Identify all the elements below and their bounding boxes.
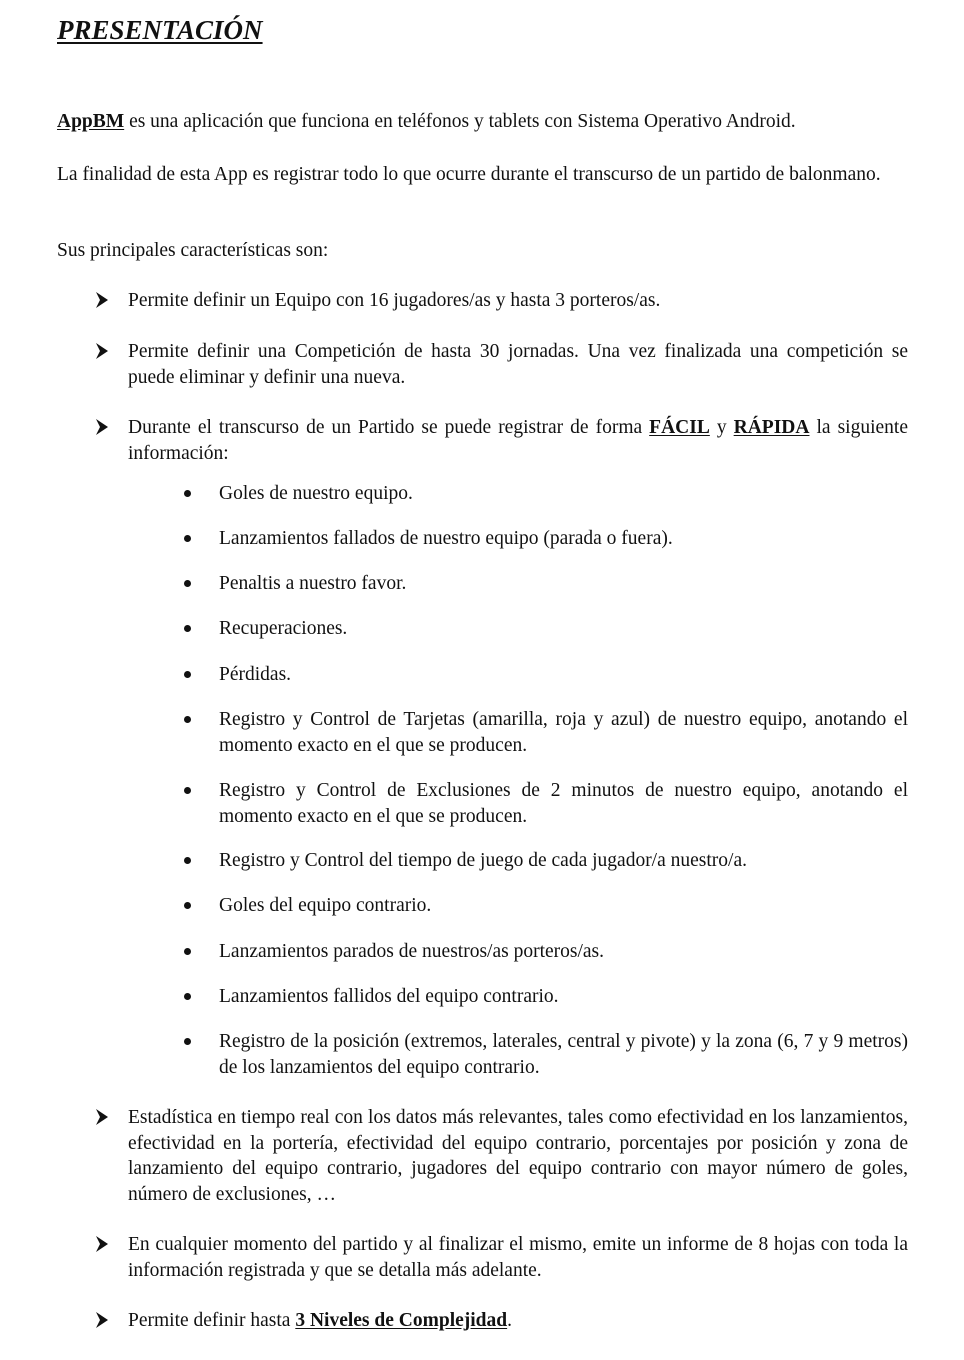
feature-text: Permite definir un Equipo con 16 jugadores/as y hasta 3 porteros/as. [128,290,661,311]
list-item-text: Recuperaciones. [219,618,348,639]
feature-text: Permite definir una Competición de hasta 30 jornadas. Una vez finalizada una competición se puede eliminar y definir una nueva. [128,341,908,388]
purpose-paragraph: La finalidad de esta App es registrar todo lo que ocurre durante el transcurso de un partido de balonmano. [57,164,881,185]
list-item-text: Goles de nuestro equipo. [219,483,413,504]
arrow-bullet-icon [95,1108,109,1126]
bullet-dot-icon [184,948,191,955]
arrow-bullet-icon [95,418,109,436]
list-item-text: Goles del equipo contrario. [219,895,432,916]
list-item-text: Lanzamientos parados de nuestros/as porteros/as. [219,941,605,962]
arrow-bullet-icon [95,342,109,360]
emphasis-fast: RÁPIDA [733,417,810,438]
arrow-bullet-icon [95,291,109,309]
levels-text-before: Permite definir hasta [128,1310,296,1331]
emphasis-levels: 3 Niveles de Complejidad [295,1310,508,1331]
arrow-bullet-icon [95,1235,109,1253]
page-title: PRESENTACIÓN [57,15,263,45]
bullet-dot-icon [184,787,191,794]
features-heading: Sus principales características son: [57,240,329,261]
list-item-text: Lanzamientos fallados de nuestro equipo (parada o fuera). [219,528,673,549]
bullet-dot-icon [184,993,191,1000]
list-item-text: Registro y Control de Tarjetas (amarilla, roja y azul) de nuestro equipo, anotando el momento exacto en el que se producen. [219,709,908,756]
feature-text [128,1308,908,1334]
match-text-before: Durante el transcurso de un Partido se puede registrar de forma [128,417,650,438]
bullet-dot-icon [184,857,191,864]
match-text-and: y [709,417,734,438]
intro-text: es una aplicación que funciona en teléfonos y tablets con Sistema Operativo Android. [124,111,796,132]
arrow-bullet-icon [95,1311,109,1329]
bullet-dot-icon [184,625,191,632]
bullet-dot-icon [184,490,191,497]
bullet-dot-icon [184,580,191,587]
list-item-text: Pérdidas. [219,664,292,685]
emphasis-easy: FÁCIL [649,417,710,438]
list-item-text: Registro de la posición (extremos, laterales, central y pivote) y la zona (6, 7 y 9 metros) de los lanzamientos del equipo contrario. [219,1031,908,1078]
bullet-dot-icon [184,671,191,678]
bullet-dot-icon [184,1038,191,1045]
list-item-text: Lanzamientos fallidos del equipo contrario. [219,986,559,1007]
feature-text: Estadística en tiempo real con los datos más relevantes, tales como efectividad en los lanzamientos, efectividad en la portería, efectividad del equipo contrario, porcentajes por posición y zona de lanzamiento del equipo contrario, jugadores del equipo contrario con mayor número de goles, número de exclusiones, … [128,1107,908,1205]
feature-text [128,415,908,466]
app-name: AppBM [57,111,125,132]
bullet-dot-icon [184,716,191,723]
bullet-dot-icon [184,535,191,542]
levels-text-after: . [507,1310,512,1331]
bullet-dot-icon [184,902,191,909]
match-text-after: la siguiente información: [128,417,908,464]
intro-paragraph [57,109,908,135]
list-item-text: Penaltis a nuestro favor. [219,573,407,594]
list-item-text: Registro y Control del tiempo de juego de cada jugador/a nuestro/a. [219,850,747,871]
feature-text: En cualquier momento del partido y al finalizar el mismo, emite un informe de 8 hojas con toda la información registrada y que se detalla más adelante. [128,1234,908,1281]
list-item-text: Registro y Control de Exclusiones de 2 minutos de nuestro equipo, anotando el momento exacto en el que se producen. [219,780,908,827]
